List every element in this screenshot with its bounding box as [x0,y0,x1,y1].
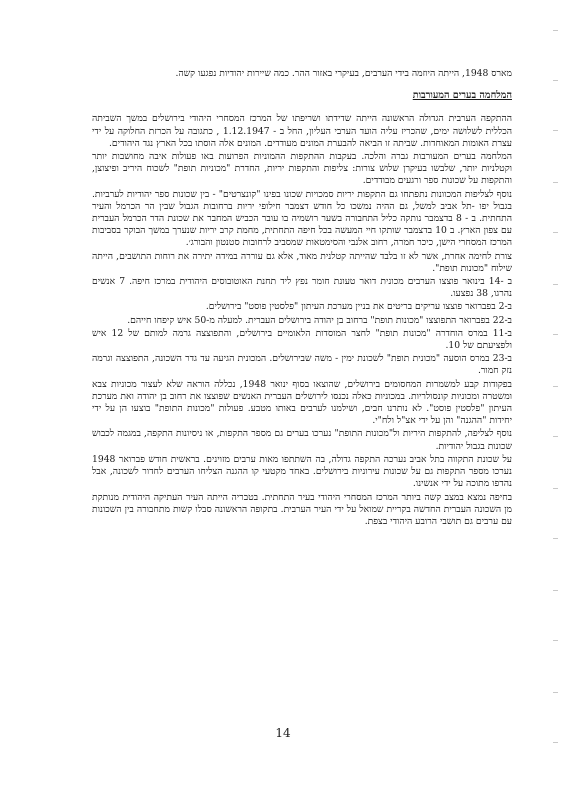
body-paragraph: בפקודות קבע למשמרות המחסומים בירושלים, שהוצאו בסוף ינואר 1948, נכללה הוראה שלא לעצור מכוניות צבא ומשטרה ומכוניות קונסולריות. במכוניות כאלה נכנסו לירושלים העברית האנשים שפוצצו את רחוב בן יהודה ואת מערכת העיתון "פלסטין פוסט". לא נותרנו חבים, ושילמנו לערבים באותו מטבע. פעולות "מכונות התופת" בוצעו הן על ידי יחידות "ההגנה" והן על ידי אצ"ל ולח"י. [92,378,512,427]
body-paragraph: המלחמה בערים המעורבות גברה והלכה. בעקבות ההתקפות ההמוניות הפרועות באו פעולות איבה מחושבות יותר וקטלניות יותר, שלבשו בעיקרן שלוש צורות: צליפות והתקפות יריות, החדרת "מכוניות תופת" לשכוח היריב ופיצוצן, והתקפות על שכונות ספר ורגעים מבודדים. [92,151,512,187]
intro-paragraph: מארס 1948, הייתה היוזמה בידי הערבים, בעיקרי באזור ההר. כמה שיירות יהודיות נפגעו קשה. [175,68,512,79]
body-paragraph: ב-22 בפברואר התפוצצו "מכונות תופת" ברחוב בן יהודה בירושלים העברית. למעלה מ-50 איש קיפחו חייהם. [127,314,512,326]
scan-margin-marks [550,0,566,800]
body-paragraph: נוסף לצליפה, להתקפות היריות ול"מכונות התופת" נערכו בערים גם מספר התקפות, או ניסיונות התקפה, במגמה לכבוש שכונות בגבול יהודיות. [92,428,512,452]
body-paragraph: ב -14 בינואר פוצצו הערבים מכונית דואר טעונת חומר נפץ ליד תחנת האוטובוסים היהודית במרכז חיפה. 7 אנשים נהרגו, 38 נפצעו. [92,276,513,300]
section-heading: המלחמה בערים המעורבות [412,90,512,102]
page-number: 14 [275,726,291,740]
body-paragraph: על שכונת התקווה בתל אביב נערכה התקפה גדולה, בה השתתפו מאות ערבים מזוינים. בראשית חודש פברואר 1948 נערכו מספר התקפות גם על שכונות עירוניות בירושלים. באחד מקטעי קו ההגנה הצליחו הערבים לחדור לשכונה, אבל נהדפו מתוכה על ידי אנשינו. [92,453,512,490]
body-paragraph: ההתקפה הערבית הגדולה הראשונה הייתה שדידתו ושריפתו של המרכז המסחרי היהודי בירושלים במשך השביתה הכללית לשלושה ימים, שהכריז עליה הועד הערבי העליון, החל ב - 1.12.1947 , כתגובה על הכרזת החלוקה על ידי עצרת האומות המאוחדות. שביתה זו הביאה להבערת המונים מעודדים. המונים אלה הוסתו בכל הארץ נגד היהודים. [92,113,513,149]
body-paragraph: בחיפה נמצא במצב קשה ביותר המרכז המסחרי היהודי בעיר התחתית. בטבריה הייתה העיר העתיקה היהודית מנותקת מן השכונה העברית החדשה בקריית שמואל על ידי העיר הערבית. בתקופה הראשונה סבלו קשות מתחבורה בין השכונות עם ערבים גם תושבי הרובע היהודי בצפת. [92,491,512,527]
body-paragraph: צורת לחימה אחרת, אשר לא זו בלבד שהייתה קטלנית מאוד, אלא גם עוררה במידה יתירה את רוחות התושבים, הייתה שילוח "מכונות תופת". [92,250,512,274]
body-paragraph: ב-23 במרס הוסעה "מכונית תופת" לשכונת ימין - משה שבירושלים. המכונית הגיעה עד גדר השכונה, התפוצצה וגרמה נזק חמור. [92,353,512,377]
document-body [92,68,512,528]
body-paragraph: ב-11 במרס הוחדרה "מכונות תופת" לחצר המוסדות הלאומיים בירושלים, והתפוצצה גרמה למותם של 12 איש ולפציעתם של 10. [92,327,512,352]
body-paragraph: ב-2 בפברואר פוצצו עריקים בריטים את בניין מערכת העיתון "פלסטין פוסט" בירושלים. [205,301,512,313]
body-paragraph: נוסף לצליפות המכוונות נתפתחו גם התקפות יריות סמכויות שכונו בפינו "קונצרטים" - בין שכונות ספר יהודיות לערביות. בגבול יפו -תל אביב למשל, גם ההיה נמשכו כל חודש דצמבר חילופי יריות ברחובות הגבול שבין הר הכרמל והעיר התחתית. ב - 8 בדצמבר נותקה כליל התחבורה בשער רושמיה בו עובר הכביש המחבר את שכונת הדר הכרמל העברית עם צפון הארץ. ב 10 בדצמבר שותקו חיי המעשה בכל חיפה התחתית, מחמת קרב יריות שנערך במשך הבוקר בסביבות המרכז המסחרי הישן, כיכר חמרה, רחוב אלנבי והסימטאות שמסביב לרחובות סטנטון והבורג׳. [92,188,513,249]
